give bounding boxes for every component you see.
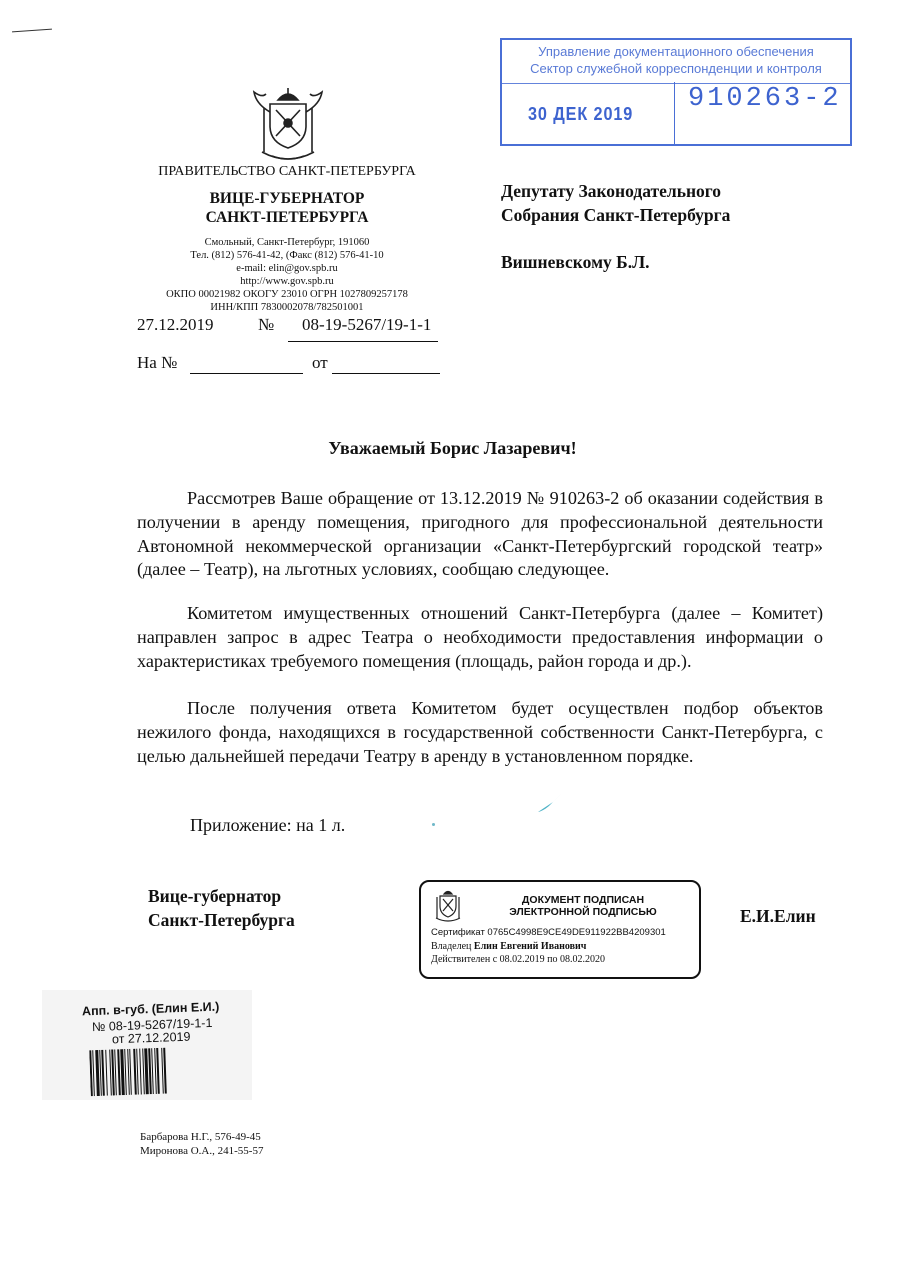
contact-info — [137, 236, 437, 314]
outgoing-number-sign: № — [258, 315, 275, 334]
barcode-bar — [129, 1049, 132, 1095]
barcode-bar — [95, 1050, 100, 1096]
ink-dot — [432, 823, 435, 826]
attachment-note: Приложение: на 1 л. — [190, 815, 346, 835]
barcode-bar — [124, 1049, 127, 1095]
title-line1: ВИЦЕ-ГУБЕРНАТОР — [209, 190, 365, 207]
electronic-signature-stamp — [419, 880, 701, 979]
esig-certificate: Сертификат 0765C4998E9CE49DE911922BB4209301 — [431, 927, 666, 938]
barcode-bar — [156, 1048, 160, 1094]
barcode-bar — [114, 1049, 117, 1095]
stamp-department-line1: Управление документационного обеспечения — [538, 44, 814, 59]
body-paragraph-1: Рассмотрев Ваше обращение от 13.12.2019 № 910263-2 об оказании содействия в получении в аренду помещения, пригодного для профессиональной деятельности Автономной некоммерческой организации «Санкт-Петербургский городской театр» (далее – Театр), на льготных условиях, сообщаю следующее. — [137, 488, 823, 580]
inn: ИНН/КПП 7830002078/782501001 — [210, 302, 364, 313]
body-paragraph-3: После получения ответа Комитетом будет осуществлен подбор объектов нежилого фонда, находящихся в государственной собственности Санкт-Петербурга, с целью дальнейшей передачи Театру в аренду в установленном порядке. — [137, 698, 823, 766]
barcode-bar — [148, 1048, 152, 1094]
barcode-bar — [89, 1050, 93, 1096]
reference-number-blank — [190, 373, 303, 374]
barcode-bar — [127, 1049, 130, 1095]
ink-mark — [535, 792, 565, 816]
esig-title-line1: ДОКУМЕНТ ПОДПИСАН — [521, 894, 645, 906]
stamp-reg-number: 910263-2 — [688, 84, 842, 114]
barcode-label-line2: № 08-19-5267/19-1-1 — [91, 1015, 213, 1035]
executor-1: Барбарова Н.Г., 576-49-45 — [140, 1131, 261, 1143]
barcode-bar — [161, 1048, 164, 1094]
signer-title — [148, 884, 295, 932]
codes: ОКПО 00021982 ОКОГУ 23010 ОГРН 1027809257178 — [166, 289, 408, 300]
reference-date-blank — [332, 373, 440, 374]
barcode-bar — [133, 1049, 137, 1095]
barcode-bar — [105, 1050, 108, 1096]
coat-of-arms-icon — [248, 86, 328, 168]
government-name: ПРАВИТЕЛЬСТВО САНКТ-ПЕТЕРБУРГА — [158, 164, 416, 179]
number-underline — [288, 341, 438, 342]
esig-owner — [431, 941, 586, 952]
addressee — [501, 180, 730, 227]
title-line2: САНКТ-ПЕТЕРБУРГА — [205, 209, 369, 226]
barcode-bar — [120, 1049, 125, 1095]
barcode-bar — [142, 1048, 145, 1094]
esig-validity: Действителен с 08.02.2019 по 08.02.2020 — [431, 954, 605, 965]
barcode-bar — [151, 1048, 154, 1094]
stamp-department-line2: Сектор служебной корреспонденции и контроля — [530, 61, 822, 76]
barcode-bar — [109, 1050, 112, 1096]
executors — [140, 1130, 263, 1158]
signer-name: Е.И.Елин — [740, 906, 816, 926]
barcode-bar — [99, 1050, 102, 1096]
phone: Тел. (812) 576-41-42, (Факс (812) 576-41-10 — [190, 250, 384, 261]
barcode-label-line1: Апп. в-губ. (Елин Е.И.) — [81, 999, 220, 1019]
outgoing-number: 08-19-5267/19-1-1 — [302, 315, 432, 334]
barcode-bar — [136, 1049, 139, 1095]
barcode-bar — [163, 1048, 167, 1094]
barcode-bar — [139, 1049, 142, 1095]
coat-of-arms-small-icon — [431, 888, 465, 924]
addressee-name: Вишневскому Б.Л. — [501, 252, 650, 272]
stamp-date-box — [502, 82, 675, 144]
outgoing-date: 27.12.2019 — [137, 315, 214, 334]
barcode-label-line3: от 27.12.2019 — [111, 1029, 191, 1047]
esig-owner-label: Владелец — [431, 941, 472, 952]
vice-governor-title — [137, 189, 437, 227]
barcode-bar — [111, 1049, 115, 1095]
body-paragraph-2: Комитетом имущественных отношений Санкт-Петербурга (далее – Комитет) направлен запрос в адрес Театра о необходимости предоставления информации о характеристиках требуемого помещения (площадь, район города и др.). — [137, 603, 823, 671]
barcode-bar — [154, 1048, 157, 1094]
email: e-mail: elin@gov.spb.ru — [236, 263, 338, 274]
stamp-date: 30 ДЕК 2019 — [528, 104, 634, 124]
barcode — [89, 1046, 221, 1097]
signer-title-line1: Вице-губернатор — [148, 886, 282, 906]
address: Смольный, Санкт-Петербург, 191060 — [204, 237, 370, 248]
esig-title-line2: ЭЛЕКТРОННОЙ ПОДПИСЬЮ — [509, 906, 657, 918]
signer-title-line2: Санкт-Петербурга — [148, 910, 295, 930]
esig-owner-name: Елин Евгений Иванович — [473, 941, 587, 952]
reference-date-label: от — [312, 353, 328, 372]
barcode-bar — [101, 1050, 105, 1096]
salutation: Уважаемый Борис Лазаревич! — [328, 438, 577, 458]
stamp-department — [502, 40, 850, 84]
barcode-bar — [92, 1050, 95, 1096]
addressee-line1: Депутату Законодательного — [501, 181, 722, 201]
esig-header — [473, 894, 693, 918]
corner-pen-mark — [12, 29, 52, 33]
reference-number-label: На № — [137, 353, 178, 372]
addressee-line2: Собрания Санкт-Петербурга — [501, 204, 731, 225]
barcode-bar — [144, 1048, 149, 1094]
barcode-bar — [117, 1049, 121, 1095]
website: http://www.gov.spb.ru — [240, 276, 334, 287]
executor-2: Миронова О.А., 241-55-57 — [140, 1145, 264, 1157]
